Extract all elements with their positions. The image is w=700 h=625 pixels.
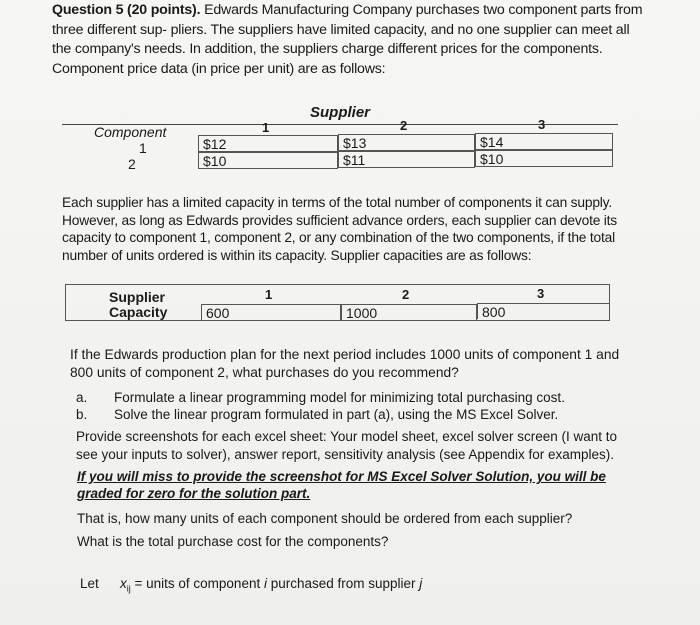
task-b-text: Solve the linear program formulated in part (a), using the MS Excel Solver.: [114, 407, 559, 422]
capacity-row-label-2: Capacity: [109, 304, 168, 320]
capacity-table: [65, 284, 610, 324]
price-cell: $10: [198, 152, 338, 169]
price-cell: $12: [198, 135, 338, 152]
definition-text: = units of component: [130, 576, 264, 591]
component-header: Component: [94, 124, 167, 140]
supplier-3-header: 3: [538, 117, 546, 132]
question-title: Question 5 (20 points).: [52, 2, 201, 18]
task-b-letter: b.: [76, 407, 88, 422]
question-line-1: That is, how many units of each component should be ordered from each supplier?: [77, 511, 573, 526]
variable-definition: [120, 574, 422, 599]
supplier-2-header: 2: [400, 118, 408, 133]
definition-mid: purchased from supplier: [266, 576, 420, 591]
component-1-label: 1: [139, 140, 147, 156]
question-line-2: What is the total purchase cost for the components?: [77, 534, 389, 549]
supplier-3-header: 3: [537, 286, 545, 301]
task-a-letter: a.: [76, 390, 88, 405]
supplier-2-header: 2: [402, 287, 410, 302]
price-table: [62, 104, 618, 174]
task-a-text: Formulate a linear programming model for minimizing total purchasing cost.: [114, 390, 565, 405]
supplier-1-header: 1: [265, 287, 273, 302]
index-i: i: [263, 576, 267, 591]
variable-subscript: ij: [126, 583, 131, 594]
price-cell: $10: [475, 150, 613, 167]
index-j: j: [419, 576, 423, 591]
price-cell: $14: [475, 133, 613, 150]
price-cell: $11: [338, 151, 475, 168]
question-intro: [52, 1, 648, 79]
capacity-cell: 800: [477, 303, 610, 319]
warning-text: If you will miss to provide the screenshot for MS Excel Solver Solution, you will be graded for zero for the solution part.: [77, 469, 606, 501]
component-2-label: 2: [128, 156, 136, 172]
capacity-cell: 600: [201, 304, 341, 320]
supplier-1-header: 1: [262, 120, 270, 135]
screenshots-paragraph: Provide screenshots for each excel sheet: Your model sheet, excel solver screen (I want to see your inputs to solver), answer report, sensitivity analysis (see Appendix for examples).: [76, 429, 618, 462]
supplier-header: Supplier: [310, 104, 371, 121]
capacity-paragraph: Each supplier has a limited capacity in terms of the total number of components it can supply. However, as long as Edwards provides sufficient advance orders, each supplier can devote its capacity to component 1, component 2, or any combination of the two components, if the total number of units ordered is within its capacity. Supplier capacities are as follows:: [62, 195, 617, 263]
variable-x: x: [120, 576, 127, 591]
plan-paragraph: If the Edwards production plan for the next period includes 1000 units of component 1 and 800 units of component 2, what purchases do you recommend?: [70, 347, 620, 380]
capacity-row-label-1: Supplier: [109, 289, 166, 305]
let-label: Let: [80, 576, 99, 591]
question-intro-text: Edwards Manufacturing Company purchases two component parts from three different sup- pliers. The suppliers have limited capacity, and no one supplier can meet all the company's needs. In addition, the suppliers charge different prices for the components. Component price data (in price per unit) are as follows:: [52, 2, 643, 77]
capacity-cell: 1000: [341, 304, 477, 320]
price-cell: $13: [338, 134, 475, 151]
